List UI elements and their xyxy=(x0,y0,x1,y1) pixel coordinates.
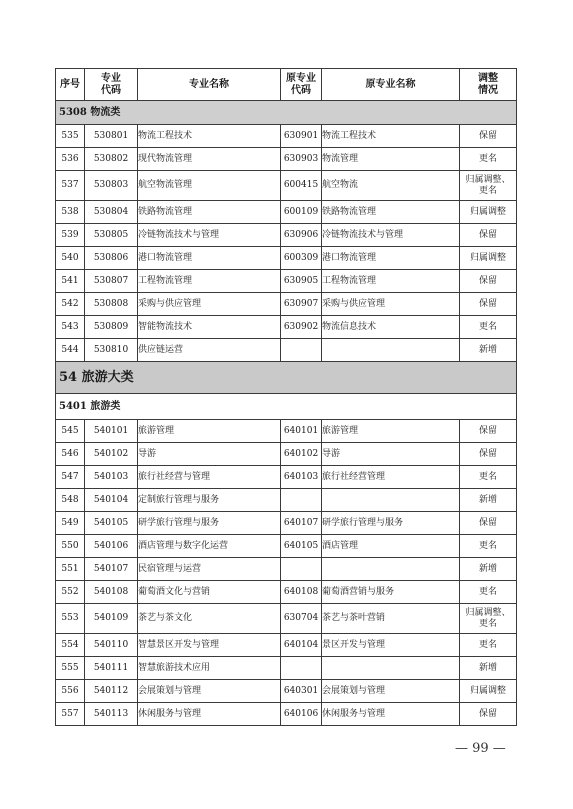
category-label: 5308 物流类 xyxy=(56,101,517,125)
code-cell: 540113 xyxy=(85,703,138,726)
code-cell: 540111 xyxy=(85,657,138,680)
table-row xyxy=(56,558,517,581)
old-code-cell: 640104 xyxy=(281,634,322,657)
seq-cell: 539 xyxy=(56,224,85,247)
category-row xyxy=(56,394,517,420)
code-cell: 530801 xyxy=(85,125,138,148)
old-code-cell: 600415 xyxy=(281,171,322,201)
old-name-cell: 物流管理 xyxy=(322,148,460,171)
adjust-cell: 归属调整 xyxy=(460,247,517,270)
header-old-code: 原专业 代码 xyxy=(281,69,322,101)
table-row xyxy=(56,657,517,680)
table-row xyxy=(56,581,517,604)
seq-cell: 545 xyxy=(56,420,85,443)
code-cell: 540108 xyxy=(85,581,138,604)
header-code: 专业 代码 xyxy=(85,69,138,101)
code-cell: 530804 xyxy=(85,201,138,224)
adjust-cell: 保留 xyxy=(460,224,517,247)
seq-cell: 552 xyxy=(56,581,85,604)
old-name-cell: 工程物流管理 xyxy=(322,270,460,293)
table-row xyxy=(56,680,517,703)
adjust-cell: 新增 xyxy=(460,558,517,581)
seq-cell: 537 xyxy=(56,171,85,201)
old-code-cell xyxy=(281,558,322,581)
table-row xyxy=(56,148,517,171)
table-row xyxy=(56,512,517,535)
old-name-cell: 导游 xyxy=(322,443,460,466)
old-name-cell: 会展策划与管理 xyxy=(322,680,460,703)
adjust-cell: 更名 xyxy=(460,316,517,339)
adjust-cell: 保留 xyxy=(460,443,517,466)
old-name-cell: 铁路物流管理 xyxy=(322,201,460,224)
code-cell: 530806 xyxy=(85,247,138,270)
name-cell: 葡萄酒文化与营销 xyxy=(138,581,281,604)
table-row xyxy=(56,224,517,247)
old-name-cell: 葡萄酒营销与服务 xyxy=(322,581,460,604)
old-code-cell: 630903 xyxy=(281,148,322,171)
code-cell: 540101 xyxy=(85,420,138,443)
adjust-cell: 更名 xyxy=(460,148,517,171)
code-cell: 540106 xyxy=(85,535,138,558)
seq-cell: 542 xyxy=(56,293,85,316)
adjust-cell: 保留 xyxy=(460,703,517,726)
old-code-cell: 640105 xyxy=(281,535,322,558)
adjust-cell: 归属调整 xyxy=(460,201,517,224)
seq-cell: 547 xyxy=(56,466,85,489)
adjust-cell: 更名 xyxy=(460,634,517,657)
old-name-cell: 景区开发与管理 xyxy=(322,634,460,657)
seq-cell: 538 xyxy=(56,201,85,224)
old-code-cell: 600109 xyxy=(281,201,322,224)
old-name-cell: 冷链物流技术与管理 xyxy=(322,224,460,247)
name-cell: 智慧景区开发与管理 xyxy=(138,634,281,657)
name-cell: 航空物流管理 xyxy=(138,171,281,201)
name-cell: 会展策划与管理 xyxy=(138,680,281,703)
old-name-cell: 旅游管理 xyxy=(322,420,460,443)
name-cell: 铁路物流管理 xyxy=(138,201,281,224)
code-cell: 530805 xyxy=(85,224,138,247)
table-row xyxy=(56,270,517,293)
major-category-row xyxy=(56,362,517,394)
seq-cell: 549 xyxy=(56,512,85,535)
table-row xyxy=(56,489,517,512)
old-name-cell xyxy=(322,489,460,512)
table-header-row xyxy=(56,69,517,101)
code-cell: 540104 xyxy=(85,489,138,512)
table-row xyxy=(56,339,517,362)
table-row xyxy=(56,293,517,316)
old-name-cell: 茶艺与茶叶营销 xyxy=(322,604,460,634)
old-name-cell: 研学旅行管理与服务 xyxy=(322,512,460,535)
table-row xyxy=(56,604,517,634)
name-cell: 民宿管理与运营 xyxy=(138,558,281,581)
table-row xyxy=(56,125,517,148)
name-cell: 茶艺与茶文化 xyxy=(138,604,281,634)
adjust-cell: 新增 xyxy=(460,339,517,362)
category-label: 54 旅游大类 xyxy=(56,362,517,394)
seq-cell: 556 xyxy=(56,680,85,703)
name-cell: 物流工程技术 xyxy=(138,125,281,148)
seq-cell: 548 xyxy=(56,489,85,512)
table-row xyxy=(56,703,517,726)
name-cell: 采购与供应管理 xyxy=(138,293,281,316)
old-name-cell: 物流信息技术 xyxy=(322,316,460,339)
code-cell: 530802 xyxy=(85,148,138,171)
code-cell: 540107 xyxy=(85,558,138,581)
table-row xyxy=(56,634,517,657)
old-code-cell: 630906 xyxy=(281,224,322,247)
adjust-cell: 归属调整 xyxy=(460,680,517,703)
name-cell: 导游 xyxy=(138,443,281,466)
name-cell: 酒店管理与数字化运营 xyxy=(138,535,281,558)
old-code-cell xyxy=(281,339,322,362)
old-name-cell: 休闲服务与管理 xyxy=(322,703,460,726)
old-code-cell: 640108 xyxy=(281,581,322,604)
seq-cell: 536 xyxy=(56,148,85,171)
category-label: 5401 旅游类 xyxy=(56,394,517,420)
adjust-cell: 新增 xyxy=(460,657,517,680)
code-cell: 530803 xyxy=(85,171,138,201)
adjust-cell: 保留 xyxy=(460,420,517,443)
old-name-cell: 物流工程技术 xyxy=(322,125,460,148)
old-code-cell: 640102 xyxy=(281,443,322,466)
seq-cell: 553 xyxy=(56,604,85,634)
name-cell: 港口物流管理 xyxy=(138,247,281,270)
adjust-cell: 保留 xyxy=(460,512,517,535)
seq-cell: 543 xyxy=(56,316,85,339)
page-number: — 99 — xyxy=(455,741,506,756)
seq-cell: 555 xyxy=(56,657,85,680)
code-cell: 530810 xyxy=(85,339,138,362)
adjust-cell: 更名 xyxy=(460,581,517,604)
table-row xyxy=(56,171,517,201)
category-row xyxy=(56,101,517,125)
name-cell: 智能物流技术 xyxy=(138,316,281,339)
table-row xyxy=(56,316,517,339)
adjust-cell: 保留 xyxy=(460,270,517,293)
old-code-cell xyxy=(281,489,322,512)
code-cell: 540105 xyxy=(85,512,138,535)
adjust-cell: 新增 xyxy=(460,489,517,512)
code-cell: 540112 xyxy=(85,680,138,703)
code-cell: 540102 xyxy=(85,443,138,466)
seq-cell: 540 xyxy=(56,247,85,270)
table-row xyxy=(56,420,517,443)
old-code-cell: 630902 xyxy=(281,316,322,339)
code-cell: 530808 xyxy=(85,293,138,316)
name-cell: 工程物流管理 xyxy=(138,270,281,293)
adjust-cell: 更名 xyxy=(460,535,517,558)
old-code-cell: 630901 xyxy=(281,125,322,148)
table-row xyxy=(56,201,517,224)
seq-cell: 557 xyxy=(56,703,85,726)
old-code-cell: 640103 xyxy=(281,466,322,489)
seq-cell: 551 xyxy=(56,558,85,581)
name-cell: 定制旅行管理与服务 xyxy=(138,489,281,512)
program-catalog-table xyxy=(55,68,517,726)
old-code-cell: 640106 xyxy=(281,703,322,726)
old-name-cell: 航空物流 xyxy=(322,171,460,201)
old-name-cell: 采购与供应管理 xyxy=(322,293,460,316)
header-adjust: 调整 情况 xyxy=(460,69,517,101)
header-old-name: 原专业名称 xyxy=(322,69,460,101)
table-row xyxy=(56,247,517,270)
old-code-cell: 640107 xyxy=(281,512,322,535)
name-cell: 供应链运营 xyxy=(138,339,281,362)
name-cell: 休闲服务与管理 xyxy=(138,703,281,726)
old-code-cell: 640101 xyxy=(281,420,322,443)
code-cell: 540109 xyxy=(85,604,138,634)
old-name-cell: 酒店管理 xyxy=(322,535,460,558)
old-code-cell: 630907 xyxy=(281,293,322,316)
header-seq: 序号 xyxy=(56,69,85,101)
old-name-cell xyxy=(322,558,460,581)
table-row xyxy=(56,535,517,558)
seq-cell: 541 xyxy=(56,270,85,293)
table-row xyxy=(56,443,517,466)
table-row xyxy=(56,466,517,489)
name-cell: 冷链物流技术与管理 xyxy=(138,224,281,247)
seq-cell: 544 xyxy=(56,339,85,362)
name-cell: 旅行社经营与管理 xyxy=(138,466,281,489)
adjust-cell: 归属调整、 更名 xyxy=(460,604,517,634)
header-name: 专业名称 xyxy=(138,69,281,101)
old-code-cell: 630704 xyxy=(281,604,322,634)
old-code-cell: 630905 xyxy=(281,270,322,293)
seq-cell: 546 xyxy=(56,443,85,466)
seq-cell: 554 xyxy=(56,634,85,657)
name-cell: 现代物流管理 xyxy=(138,148,281,171)
adjust-cell: 更名 xyxy=(460,466,517,489)
old-code-cell xyxy=(281,657,322,680)
code-cell: 540110 xyxy=(85,634,138,657)
code-cell: 530807 xyxy=(85,270,138,293)
name-cell: 智慧旅游技术应用 xyxy=(138,657,281,680)
old-name-cell xyxy=(322,339,460,362)
adjust-cell: 归属调整、 更名 xyxy=(460,171,517,201)
code-cell: 540103 xyxy=(85,466,138,489)
old-name-cell xyxy=(322,657,460,680)
old-code-cell: 600309 xyxy=(281,247,322,270)
name-cell: 旅游管理 xyxy=(138,420,281,443)
adjust-cell: 保留 xyxy=(460,125,517,148)
old-name-cell: 港口物流管理 xyxy=(322,247,460,270)
old-code-cell: 640301 xyxy=(281,680,322,703)
adjust-cell: 保留 xyxy=(460,293,517,316)
code-cell: 530809 xyxy=(85,316,138,339)
seq-cell: 550 xyxy=(56,535,85,558)
seq-cell: 535 xyxy=(56,125,85,148)
name-cell: 研学旅行管理与服务 xyxy=(138,512,281,535)
old-name-cell: 旅行社经营管理 xyxy=(322,466,460,489)
